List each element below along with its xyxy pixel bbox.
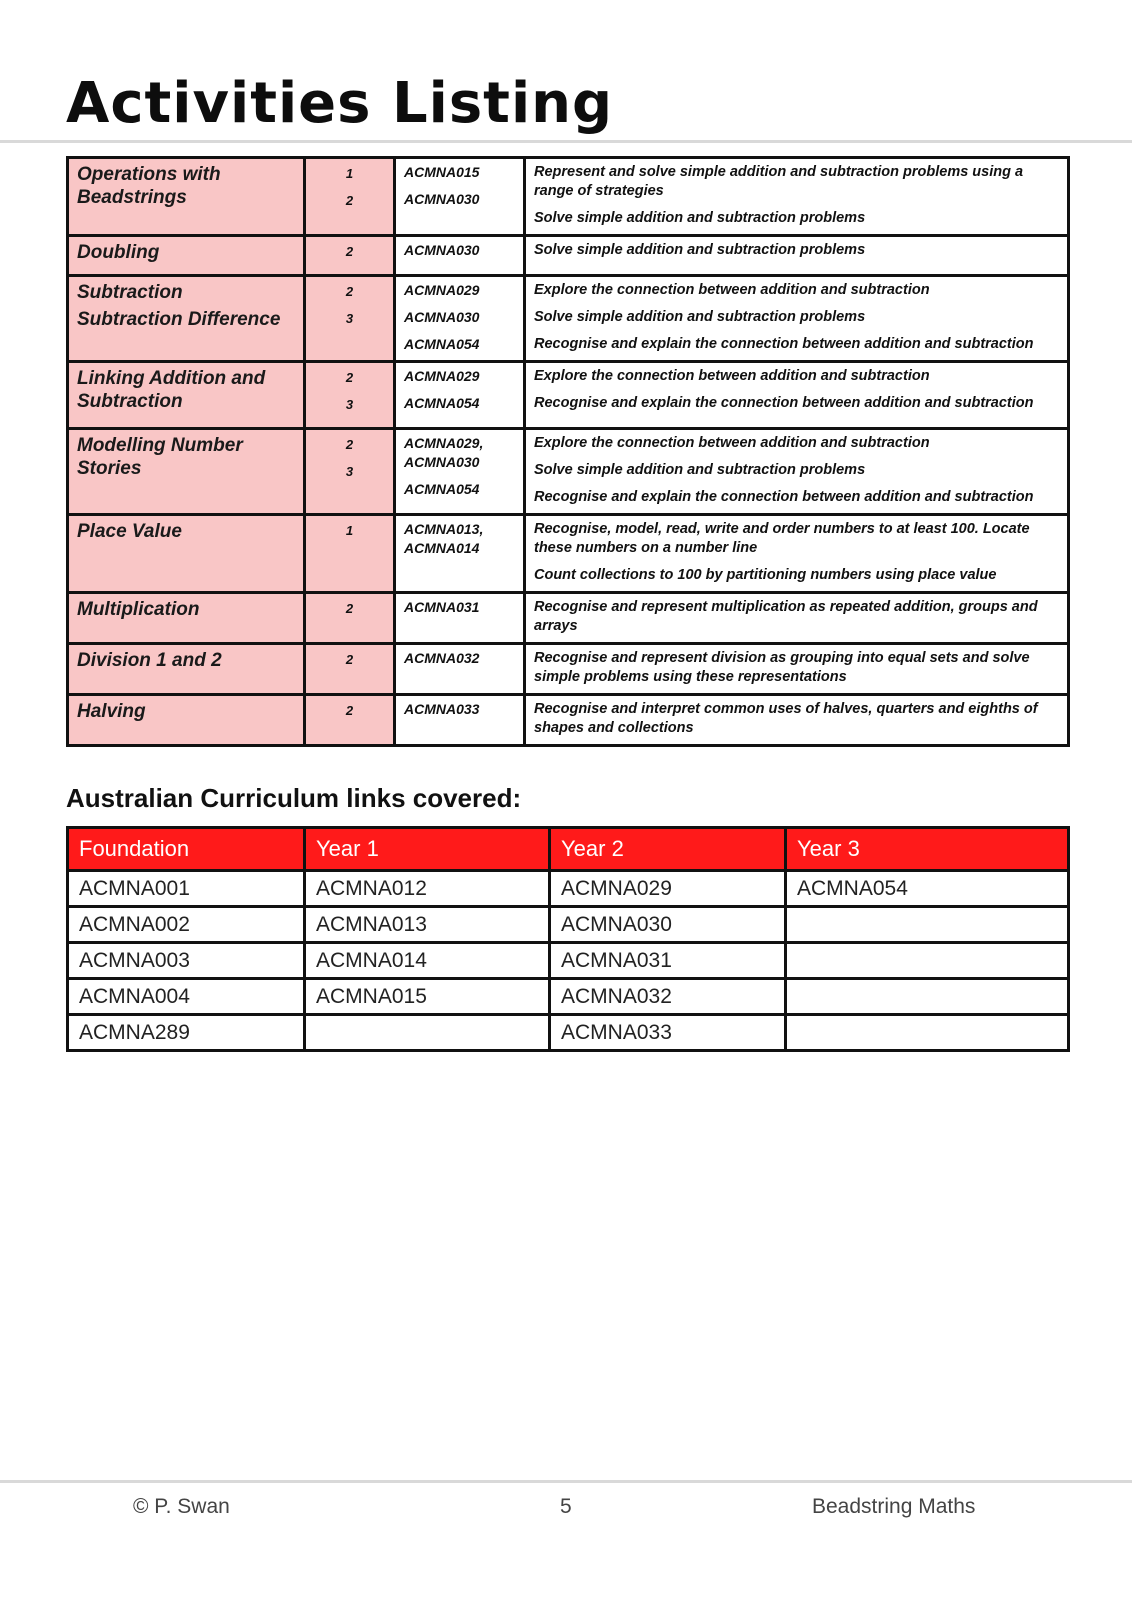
activity-name: Linking Addition and Subtraction (77, 368, 266, 412)
activity-code-cell (395, 644, 525, 695)
curriculum-code-cell: ACMNA004 (68, 979, 305, 1015)
activity-name: Division 1 and 2 (77, 650, 222, 671)
activity-year: 2 (345, 652, 354, 667)
curriculum-code-cell: ACMNA001 (68, 871, 305, 907)
footer-copyright: © P. Swan (133, 1495, 230, 1518)
activity-year: 2 (345, 244, 354, 259)
activity-code: ACMNA015 (404, 164, 480, 180)
activity-code-cell (395, 515, 525, 593)
curriculum-code-cell: ACMNA031 (550, 943, 786, 979)
activity-description: Recognise and represent multiplication as repeated addition, groups and arrays (534, 599, 1038, 634)
activity-description-cell (525, 515, 1069, 593)
curriculum-column-header: Year 1 (305, 828, 550, 871)
activity-description: Explore the connection between addition and subtraction (534, 368, 930, 384)
activity-description-cell (525, 158, 1069, 236)
activity-year: 2 (345, 703, 354, 718)
activity-year-cell (305, 515, 395, 593)
activity-row (68, 362, 1069, 429)
activity-description: Represent and solve simple addition and subtraction problems using a range of strategies (534, 164, 1024, 199)
activity-code: ACMNA054 (404, 481, 480, 497)
activity-year: 3 (345, 464, 354, 479)
activity-code: ACMNA032 (404, 650, 480, 666)
curriculum-code-cell: ACMNA012 (305, 871, 550, 907)
activity-description: Solve simple addition and subtraction problems (534, 242, 866, 258)
activity-name-cell (68, 695, 305, 746)
table-row (68, 979, 1069, 1015)
activity-year-cell (305, 158, 395, 236)
activity-year-cell (305, 362, 395, 429)
activity-description-cell (525, 236, 1069, 276)
curriculum-heading: Australian Curriculum links covered: (66, 783, 522, 813)
activity-name: Place Value (77, 521, 182, 542)
activity-description-cell (525, 593, 1069, 644)
activity-row (68, 158, 1069, 236)
activity-code: ACMNA030 (404, 242, 480, 258)
activity-description: Recognise and interpret common uses of halves, quarters and eighths of shapes and collections (534, 701, 1038, 736)
activity-code: ACMNA030 (404, 309, 480, 325)
activity-name: Doubling (77, 242, 160, 263)
activity-description: Solve simple addition and subtraction problems (534, 462, 866, 478)
table-row (68, 943, 1069, 979)
activity-row (68, 515, 1069, 593)
activity-description-cell (525, 276, 1069, 362)
curriculum-column-header: Year 3 (786, 828, 1069, 871)
table-row (68, 1015, 1069, 1051)
activity-year-cell (305, 644, 395, 695)
curriculum-code-cell (786, 1015, 1069, 1051)
activity-name-cell (68, 644, 305, 695)
activity-description: Recognise and explain the connection between addition and subtraction (534, 395, 1034, 411)
activity-name: Subtraction (77, 282, 183, 303)
activity-description: Recognise and explain the connection between addition and subtraction (534, 336, 1034, 352)
activity-year: 2 (345, 437, 354, 452)
curriculum-table (66, 826, 1070, 1052)
activity-code-cell (395, 695, 525, 746)
activity-name: Halving (77, 701, 146, 722)
activity-description-cell (525, 644, 1069, 695)
activity-code: ACMNA031 (404, 599, 480, 615)
activity-name-cell (68, 362, 305, 429)
activity-code: ACMNA054 (404, 336, 480, 352)
activity-code: ACMNA029, ACMNA030 (404, 435, 484, 470)
activity-description: Recognise and explain the connection between addition and subtraction (534, 489, 1034, 505)
curriculum-code-cell: ACMNA289 (68, 1015, 305, 1051)
activity-code: ACMNA013, ACMNA014 (404, 521, 484, 556)
activity-description-cell (525, 695, 1069, 746)
activity-row (68, 236, 1069, 276)
activity-row (68, 695, 1069, 746)
curriculum-code-cell (305, 1015, 550, 1051)
curriculum-code-cell: ACMNA029 (550, 871, 786, 907)
activity-year: 3 (345, 311, 354, 326)
activities-table (66, 156, 1070, 747)
curriculum-code-cell: ACMNA030 (550, 907, 786, 943)
activity-row (68, 593, 1069, 644)
activity-code: ACMNA029 (404, 368, 480, 384)
curriculum-code-cell: ACMNA033 (550, 1015, 786, 1051)
curriculum-code-cell: ACMNA054 (786, 871, 1069, 907)
curriculum-code-cell: ACMNA002 (68, 907, 305, 943)
activity-year: 2 (345, 193, 354, 208)
activity-year: 2 (345, 370, 354, 385)
curriculum-code-cell (786, 907, 1069, 943)
activity-year: 2 (345, 284, 354, 299)
curriculum-code-cell: ACMNA013 (305, 907, 550, 943)
activity-description: Recognise and represent division as grouping into equal sets and solve simple problems using these representations (534, 650, 1030, 685)
curriculum-code-cell: ACMNA015 (305, 979, 550, 1015)
activity-code-cell (395, 276, 525, 362)
activity-description: Solve simple addition and subtraction problems (534, 210, 866, 226)
activity-year-cell (305, 276, 395, 362)
activity-year: 2 (345, 601, 354, 616)
activity-code-cell (395, 158, 525, 236)
activity-description: Solve simple addition and subtraction problems (534, 309, 866, 325)
activity-code: ACMNA054 (404, 395, 480, 411)
activity-year-cell (305, 695, 395, 746)
activity-year: 1 (345, 523, 354, 538)
activity-name: Multiplication (77, 599, 200, 620)
curriculum-code-cell (786, 979, 1069, 1015)
activity-year-cell (305, 429, 395, 515)
activity-description: Count collections to 100 by partitioning numbers using place value (534, 567, 997, 583)
activity-row (68, 429, 1069, 515)
activity-year: 1 (345, 166, 354, 181)
table-row (68, 871, 1069, 907)
activity-code: ACMNA033 (404, 701, 480, 717)
activity-year-cell (305, 593, 395, 644)
activity-description: Explore the connection between addition and subtraction (534, 282, 930, 298)
activity-description: Recognise, model, read, write and order numbers to at least 100. Locate these numbers on a number line (534, 521, 1030, 556)
activity-description-cell (525, 429, 1069, 515)
activity-name-cell (68, 593, 305, 644)
activity-name-cell (68, 276, 305, 362)
activity-code-cell (395, 593, 525, 644)
activity-code-cell (395, 429, 525, 515)
curriculum-code-cell: ACMNA003 (68, 943, 305, 979)
table-row (68, 907, 1069, 943)
curriculum-header-row (68, 828, 1069, 871)
activity-description: Explore the connection between addition and subtraction (534, 435, 930, 451)
activity-name-cell (68, 236, 305, 276)
activity-name-cell (68, 515, 305, 593)
activity-row (68, 276, 1069, 362)
activity-name: Modelling Number Stories (77, 435, 243, 479)
activity-name-cell (68, 158, 305, 236)
curriculum-code-cell: ACMNA014 (305, 943, 550, 979)
activity-row (68, 644, 1069, 695)
activity-code: ACMNA030 (404, 191, 480, 207)
footer-page-number: 5 (560, 1495, 572, 1518)
activity-year-cell (305, 236, 395, 276)
activity-description-cell (525, 362, 1069, 429)
activity-name: Subtraction Difference (77, 309, 281, 330)
activity-code-cell (395, 236, 525, 276)
curriculum-code-cell: ACMNA032 (550, 979, 786, 1015)
footer-book-title: Beadstring Maths (812, 1495, 976, 1518)
activity-code: ACMNA029 (404, 282, 480, 298)
curriculum-column-header: Year 2 (550, 828, 786, 871)
curriculum-column-header: Foundation (68, 828, 305, 871)
activity-name: Operations with Beadstrings (77, 164, 221, 208)
curriculum-code-cell (786, 943, 1069, 979)
activity-name-cell (68, 429, 305, 515)
title-divider (0, 140, 1132, 143)
activity-year: 3 (345, 397, 354, 412)
footer-divider (0, 1480, 1132, 1483)
activity-code-cell (395, 362, 525, 429)
page-title: Activities Listing (66, 71, 614, 136)
